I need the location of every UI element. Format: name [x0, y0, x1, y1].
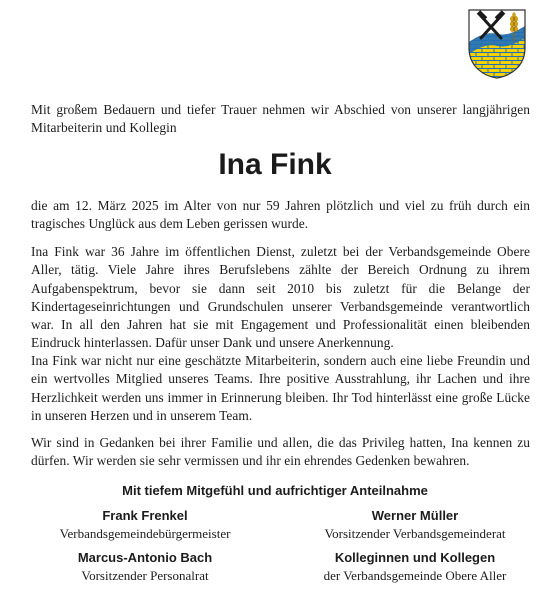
- signature-name: Frank Frenkel: [102, 508, 188, 523]
- intro-paragraph: Mit großem Bedauern und tiefer Trauer nehmen wir Abschied von unserer langjährigen Mitarbeiterin und Kollegin: [31, 102, 530, 136]
- signature-block: [280, 507, 550, 543]
- paragraph-death-notice: die am 12. März 2025 im Alter von nur 59 Jahren plötzlich und viel zu früh durch ein tragisches Unglück aus dem Leben gerissen wurde.: [31, 198, 530, 232]
- paragraph-1-block: [31, 197, 530, 234]
- deceased-name: Ina Fink: [218, 148, 332, 181]
- signature-role: Vorsitzender Personalrat: [81, 568, 209, 583]
- signature-block: [10, 549, 280, 585]
- signature-name: Kolleginnen und Kollegen: [334, 550, 496, 565]
- paragraph-career: Ina Fink war 36 Jahre im öffentlichen Dienst, zuletzt bei der Verbandsgemeinde Obere Aller, tätig. Viele Jahre ihres Berufslebens zählte der Bereich Ordnung zu ihrem Aufgabenspektrum, bevor sie dann seit 2010 bis zuletzt für die Belange der Kindertageseinrichtungen und Grundschulen unserer Verbandsgemeinde verantwortlich war. In all den Jahren hat sie mit Engagement und Professionalität einen bleibenden Eindruck hinterlassen. Dafür unser Dank und unsere Anerkennung.: [31, 244, 530, 351]
- paragraph-3-block: [31, 352, 530, 425]
- signature-role: der Verbandsgemeinde Obere Aller: [323, 568, 507, 583]
- paragraph-2-block: [31, 243, 530, 353]
- closing-line: Mit tiefem Mitgefühl und aufrichtiger Anteilnahme: [122, 483, 428, 498]
- intro-text-block: [31, 101, 530, 138]
- signature-block: [10, 507, 280, 543]
- signature-name: Werner Müller: [371, 508, 459, 523]
- coat-of-arms-icon: [467, 8, 527, 80]
- signature-role: Verbandsgemeindebürgermeister: [59, 526, 231, 541]
- signature-name: Marcus-Antonio Bach: [77, 550, 213, 565]
- paragraph-4-block: [31, 434, 530, 471]
- signature-role: Vorsitzender Verbandsgemeinderat: [324, 526, 506, 541]
- paragraph-tribute: Ina Fink war nicht nur eine geschätzte Mitarbeiterin, sondern auch eine liebe Freundin und ein wertvolles Mitglied unseres Teams. Ihre positive Ausstrahlung, ihr Lachen und ihre Herzlichkeit werden uns immer in Erinnerung bleiben. Ihr Tod hinterlässt eine große Lücke in unseren Herzen und in unserem Team.: [31, 353, 530, 423]
- paragraph-condolence: Wir sind in Gedanken bei ihrer Familie und allen, die das Privileg hatten, Ina kennen zu dürfen. Wir werden sie sehr vermissen und ihr ein ehrendes Gedenken bewahren.: [31, 435, 530, 469]
- signature-block: [280, 549, 550, 585]
